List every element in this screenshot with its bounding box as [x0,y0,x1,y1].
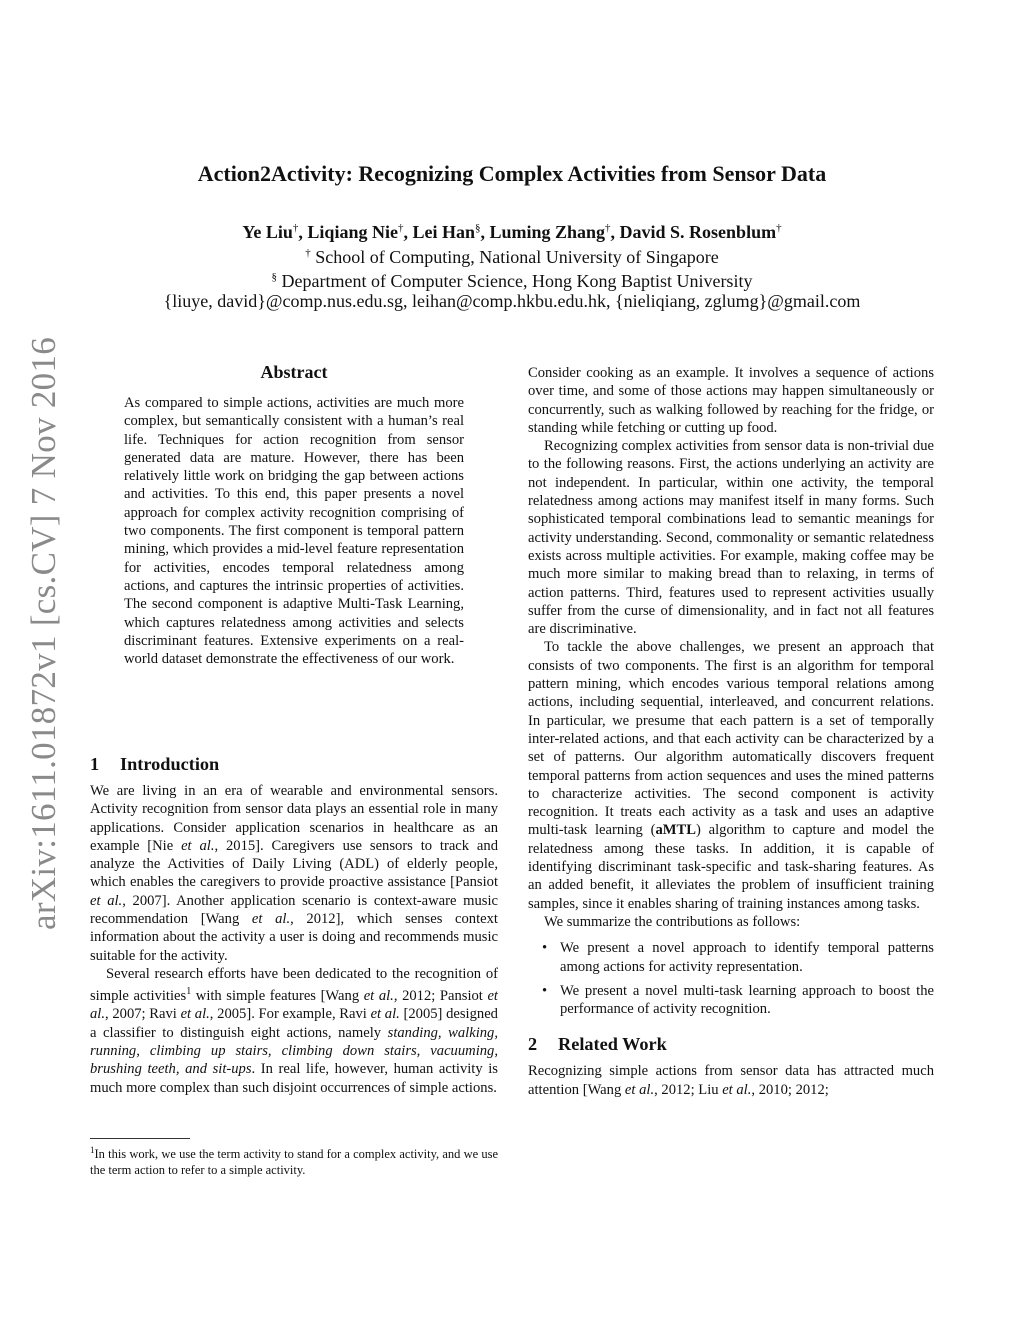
related-paragraph-1: Recognizing simple actions from sensor data has attracted much attention [Wang et al., 2012; Liu et al., 2010; 2012; [528,1063,934,1098]
left-column [90,752,498,1097]
intro-paragraph-6: We summarize the contributions as follows: [544,913,801,930]
section-heading-related-work [528,1032,934,1056]
list-item: • We present a novel multi-task learning approach to boost the performance of activity recognition. [542,982,934,1018]
intro-paragraph-3: Consider cooking as an example. It involves a sequence of actions over time, and some of those actions may happen simultaneously or concurrently, such as walking followed by reaching for the fridge, or standing while fetching or cutting up food. [528,365,934,436]
author-affiliation-mark: † [292,222,299,234]
action-list: standing, walking, running, climbing up stairs, climbing down stairs, vacuuming, brushing teeth, and sit-ups [90,1024,498,1078]
bullet-icon: • [542,940,548,957]
list-item: • We present a novel approach to identify temporal patterns among actions for activity representation. [542,940,934,975]
intro-paragraph-4: Recognizing complex activities from sensor data is non-trivial due to the following reasons. First, the actions underlying an activity are not independent. In particular, within one activity, the temporal relatedness among actions may manifest itself in many forms. Such sophisticated temporal combinations lead to semantic meanings for activity understanding. Second, commonality or semantic relatedness exists across multiple activities. For example, making coffee may be much more similar to making bread than to relaxing, in terms of action patterns. Third, features used to represent activities usually suffer from the curse of dimensionality, and in fact not all features are discriminative. [528,438,934,638]
intro-paragraph-5: To tackle the above challenges, we present an approach that consists of two components. The first is an algorithm for temporal pattern mining, which encodes various temporal relations among actions, including sequential, interleaved, and concurrent relations. In particular, we presume that each pattern is a set of temporally inter-related actions, and that each activity can be characterized by a set of patterns. Our algorithm automatically discovers frequent temporal patterns from action sequences and uses the mined patterns to characterize activities. The second component is activity recognition. It treats each activity as a task and uses an adaptive multi-task learning (aMTL) algorithm to capture and model the relatedness among these tasks. In addition, it is capable of identifying discriminant task-specific and task-sharing features. As an added benefit, it alleviates the problem of insufficient training samples, since it enables sharing of training instances among tasks. [528,639,934,912]
footnote [90,1142,498,1178]
section-number: 1 [90,754,100,774]
author-name: Lei Han [412,222,475,242]
affiliation-mark: † [305,247,311,259]
paper-title: Action2Activity: Recognizing Complex Activities from Sensor Data [197,161,827,186]
intro-paragraph-1: We are living in an era of wearable and environmental sensors. Activity recognition from sensor data plays an essential role in many applications. Consider application scenarios in healthcare as an example [Nie et al., 2015]. Caregivers use sensors to track and analyze the Activities of Daily Living (ADL) of elderly people, which enables the caregivers to provide proactive assistance [Pansiot et al., 2007]. Another application scenario is context-aware music recommendation [Wang et al., 2012], which senses context information about the activity a user is doing and recommends music suitable for the activity. [90,783,498,964]
author-emails: {liuye, david}@comp.nus.edu.sg, leihan@comp.hkbu.edu.hk, {nieliqiang, zglumg}@gmail.com [163,291,861,311]
amtl-term: aMTL [655,822,696,839]
right-column [528,364,934,1099]
intro-paragraph-2: Several research efforts have been dedicated to the recognition of simple activities$^1$ with simple features [Wang et al., 2012; Pansiot et al., 2007; Ravi et al., 2005]. For example, Ravi et al. [2005] designed a classifier to distinguish eight actions, namely standing, walking, running, climbing up stairs, climbing down stairs, vacuuming, brushing teeth, and sit-ups. In real life, however, human activity is much more complex than such disjoint occurrences of simple actions. [90,965,498,1096]
affiliation-text: School of Computing, National University of Singapore [315,247,719,267]
contributions-list [528,939,934,1018]
affiliation-mark: § [271,271,278,283]
author-affiliation-mark: † [605,222,611,234]
author-affiliation-mark: § [474,222,481,234]
author-name: David S. Rosenblum [619,222,777,242]
section-number: 2 [528,1034,538,1055]
abstract-heading: Abstract [260,362,328,382]
footnote-marker: 1 [186,986,192,998]
footnote-text: In this work, we use the term activity to stand for a complex activity, and we use the term action to refer to a simple activity. [90,1147,498,1178]
author-list: Ye Liu†, Liqiang Nie†, Lei Han§, Luming Zhang†, David S. Rosenblum† [242,222,782,242]
author-affiliation-mark: † [397,222,404,234]
bullet-icon: • [542,982,548,999]
author-name: Luming Zhang [489,222,606,242]
author-affiliation-mark: † [776,222,782,234]
abstract-text: As compared to simple actions, activities are much more complex, but semantically consistent with a human’s real life. Techniques for action recognition from sensor generated data are mature. However, there has been relatively little work on bridging the gap between actions and activities. To this end, this paper presents a novel approach for complex activity recognition comprising of two components. The first component is temporal pattern mining, which provides a mid-level feature representation for activities, encodes temporal relatedness among actions, and captures the intrinsic properties of activities. The second component is adaptive Multi-Task Learning, which captures relatedness among activities and selects discriminant features. Extensive experiments on a real-world dataset demonstrate the effectiveness of our work. [124,395,464,668]
section-heading-introduction [90,752,498,776]
affiliation-text: Department of Computer Science, Hong Kong Baptist University [281,271,753,291]
footnote-rule [90,1138,190,1139]
arxiv-side-stamp: arXiv:1611.01872v1 [cs.CV] 7 Nov 2016 [24,336,63,930]
author-name: Ye Liu [242,222,293,242]
author-name: Liqiang Nie [307,222,398,242]
section-title: Introduction [120,754,220,774]
section-title: Related Work [558,1034,667,1055]
footnote-mark: 1 [90,1145,95,1155]
